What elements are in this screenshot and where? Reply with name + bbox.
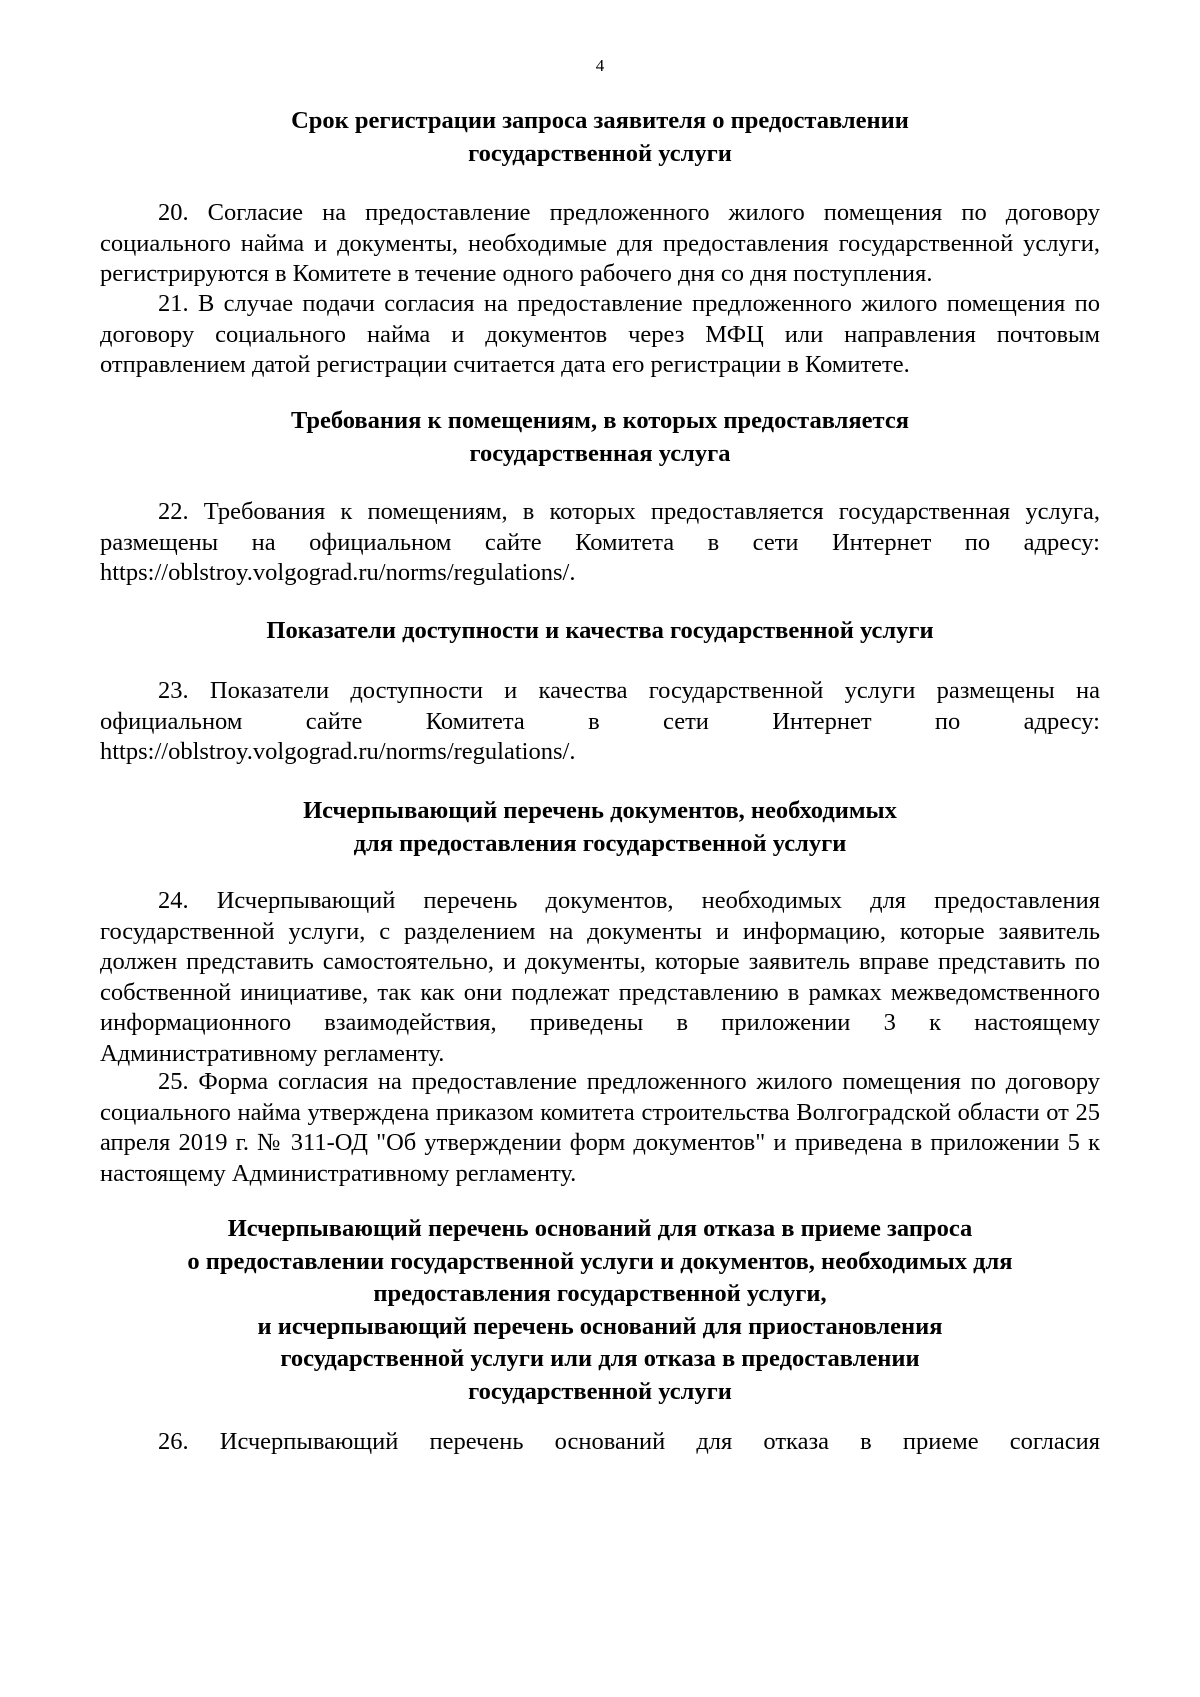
paragraph-26: 26. Исчерпывающий перечень оснований для отказа в приеме согласия: [158, 1428, 1100, 1455]
section-heading: [100, 795, 1100, 860]
heading-line: государственной услуги: [468, 139, 732, 167]
page-number: 4: [595, 56, 605, 75]
paragraph-23: 23. Показатели доступности и качества государственной услуги размещены на официальном сайте Комитета в сети Интернет по адресу: https://oblstroy.volgograd.ru/norms/regulations/.: [100, 677, 1100, 765]
paragraph-21: 21. В случае подачи согласия на предоставление предложенного жилого помещения по договору социального найма и документов через МФЦ или направления почтовым отправлением датой регистрации считается дата его регистрации в Комитете.: [100, 290, 1100, 378]
heading-line: государственная услуга: [469, 439, 731, 467]
paragraph-22: 22. Требования к помещениям, в которых предоставляется государственная услуга, размещены на официальном сайте Комитета в сети Интернет по адресу: https://oblstroy.volgograd.ru/norms/regulations/.: [100, 498, 1100, 586]
heading-line: Срок регистрации запроса заявителя о предоставлении: [291, 107, 909, 134]
section-heading: [100, 105, 1100, 170]
heading-line: Исчерпывающий перечень оснований для отказа в приеме запроса: [227, 1215, 973, 1242]
heading-line: государственной услуги: [468, 1377, 732, 1405]
section-heading: [100, 405, 1100, 470]
paragraph-24: 24. Исчерпывающий перечень документов, необходимых для предоставления государственной услуги, с разделением на документы и информацию, которые заявитель должен представить самостоятельно, и документы, которые заявитель вправе представить по собственной инициативе, так как они подлежат представлению в рамках межведомственного информационного взаимодействия, приведены в приложении 3 к настоящему Административному регламенту.: [100, 887, 1100, 1067]
section-heading: [100, 1213, 1100, 1408]
section-heading: [100, 615, 1100, 648]
heading-line: и исчерпывающий перечень оснований для приостановления: [257, 1312, 943, 1340]
heading-line: Требования к помещениям, в которых предоставляется: [290, 407, 910, 434]
heading-line: предоставления государственной услуги,: [373, 1280, 827, 1307]
paragraph-25: 25. Форма согласия на предоставление предложенного жилого помещения по договору социального найма утверждена приказом комитета строительства Волгоградской области от 25 апреля 2019 г. № 311-ОД "Об утверждении форм документов" и приведена в приложении 5 к настоящему Административному регламенту.: [100, 1068, 1100, 1187]
heading-line: для предоставления государственной услуги: [353, 829, 847, 857]
heading-line: государственной услуги или для отказа в предоставлении: [280, 1345, 920, 1372]
paragraph-20: 20. Согласие на предоставление предложенного жилого помещения по договору социального найма и документы, необходимые для предоставления государственной услуги, регистрируются в Комитете в течение одного рабочего дня со дня поступления.: [100, 199, 1100, 287]
heading-line: Исчерпывающий перечень документов, необходимых: [303, 797, 897, 824]
heading-line: Показатели доступности и качества государственной услуги: [266, 617, 934, 644]
heading-line: о предоставлении государственной услуги и документов, необходимых для: [187, 1247, 1013, 1275]
